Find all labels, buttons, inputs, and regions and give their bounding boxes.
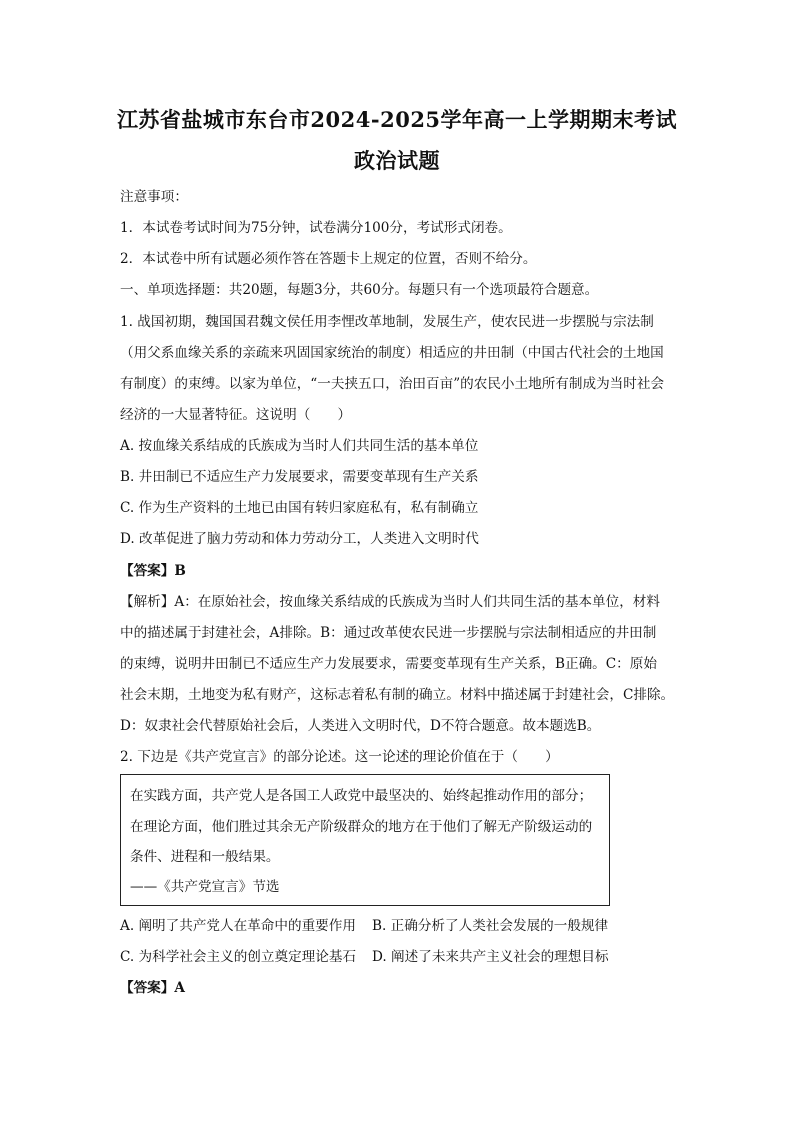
exam-subject-title: 政治试题 [354, 148, 440, 173]
notes-item-2: 2．本试卷中所有试题必须作答在答题卡上规定的位置，否则不给分。 [120, 251, 537, 267]
q1-answer: 【答案】B [120, 563, 186, 579]
notes-item-1: 1．本试卷考试时间为75分钟，试卷满分100分，考试形式闭卷。 [120, 220, 512, 236]
notes-heading: 注意事项： [120, 189, 188, 205]
q1-explanation-line-1: 【解析】A：在原始社会，按血缘关系结成的氏族成为当时人们共同生活的基本单位，材料 [120, 594, 660, 610]
q1-explanation-line-4: 社会末期，土地变为私有财产，这标志着私有制的确立。材料中描述属于封建社会，C排除。 [120, 687, 675, 703]
q1-option-b: B. 井田制已不适应生产力发展要求，需要变革现有生产关系 [120, 469, 479, 485]
q1-explanation-line-5: D：奴隶社会代替原始社会后，人类进入文明时代，D不符合题意。故本题选B。 [120, 718, 601, 734]
q2-quote-box [120, 774, 610, 906]
q2-answer: 【答案】A [120, 980, 185, 996]
q1-option-c: C. 作为生产资料的土地已由国有转归家庭私有，私有制确立 [120, 500, 479, 516]
q1-stem-line-4: 经济的一大显著特征。这说明（ ） [120, 407, 352, 423]
q2-quote-line-2: 在理论方面，他们胜过其余无产阶级群众的地方在于他们了解无产阶级运动的 [130, 819, 593, 835]
q2-quote-line-1: 在实践方面，共产党人是各国工人政党中最坚决的、始终起推动作用的部分； [130, 788, 593, 804]
exam-title: 江苏省盐城市东台市2024-2025学年高一上学期期末考试 [116, 107, 678, 132]
section-heading: 一、单项选择题：共20题，每题3分，共60分。每题只有一个选项最符合题意。 [120, 282, 599, 298]
q2-option-c: C. 为科学社会主义的创立奠定理论基石 [120, 949, 357, 965]
q2-quote-source: ——《共产党宣言》节选 [130, 879, 280, 895]
q1-stem-line-3: 有制度）的束缚。以家为单位，“一夫挟五口，治田百亩”的农民小土地所有制成为当时社会 [120, 376, 665, 392]
q1-explanation-line-2: 中的描述属于封建社会，A排除。B：通过改革使农民进一步摆脱与宗法制相适应的井田制 [120, 625, 657, 641]
q1-option-d: D. 改革促进了脑力劳动和体力劳动分工，人类进入文明时代 [120, 531, 479, 547]
q2-quote-line-3: 条件、进程和一般结果。 [130, 849, 280, 865]
q2-option-a: A. 阐明了共产党人在革命中的重要作用 [120, 918, 356, 934]
q1-stem-line-2: （用父系血缘关系的亲疏来巩固国家统治的制度）相适应的井田制（中国古代社会的土地国 [120, 345, 664, 361]
q1-explanation-line-3: 的束缚，说明井田制已不适应生产力发展要求，需要变革现有生产关系，B正确。C：原始 [120, 656, 657, 672]
q1-option-a: A. 按血缘关系结成的氏族成为当时人们共同生活的基本单位 [120, 438, 479, 454]
q2-stem: 2. 下边是《共产党宣言》的部分论述。这一论述的理论价值在于（ ） [120, 749, 559, 765]
q2-option-b: B. 正确分析了人类社会发展的一般规律 [372, 918, 609, 934]
q2-option-d: D. 阐述了未来共产主义社会的理想目标 [372, 949, 609, 965]
q1-stem-line-1: 1. 战国初期，魏国国君魏文侯任用李悝改革地制，发展生产，使农民进一步摆脱与宗法制 [120, 314, 654, 330]
